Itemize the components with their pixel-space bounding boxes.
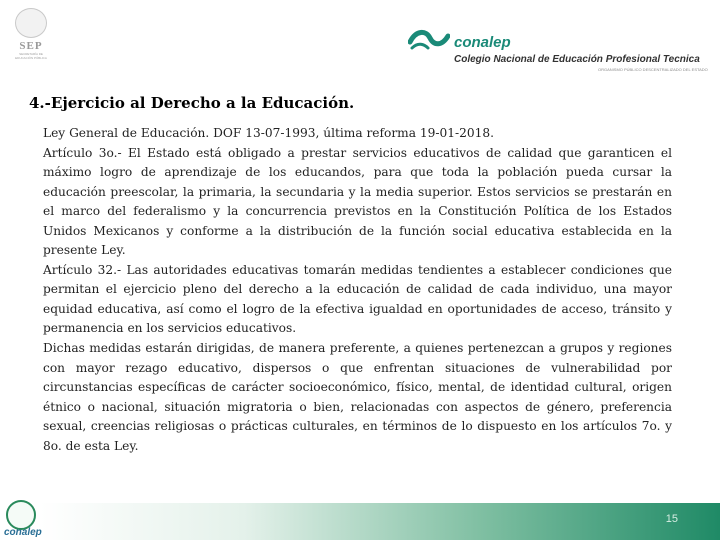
conalep-tagline: ORGANISMO PÚBLICO DESCENTRALIZADO DEL ESTADO xyxy=(598,67,708,72)
article-32-paragraph: Artículo 32.- Las autoridades educativas tomarán medidas tendientes a establecer condiciones que permitan el ejercicio pleno del derecho a la educación de calidad de cada individuo, una mayor equidad educativa, así como el logro de la efectiva igualdad en oportunidades de acceso, tránsito y permanencia en los servicios educativos. xyxy=(43,262,672,336)
conalep-swoosh-icon xyxy=(408,28,450,52)
footer-logo xyxy=(2,500,44,540)
conalep-full-name: Colegio Nacional de Educación Profesional Tecnica xyxy=(454,54,700,65)
slide-body xyxy=(43,124,672,456)
conalep-header-logo xyxy=(408,26,720,74)
conalep-brand-name: conalep xyxy=(454,34,511,51)
sep-logo-subtitle: SECRETARÍA DE EDUCACIÓN PÚBLICA xyxy=(15,52,47,60)
sep-logo-text: SEP xyxy=(19,40,43,52)
article-3-paragraph: Artículo 3o.- El Estado está obligado a prestar servicios educativos de calidad que garanticen el máximo logro de aprendizaje de los educandos, para que toda la población pueda cursar la educación preescolar, la primaria, la secundaria y la media superior. Estos servicios se prestarán en el marco del federalismo y la concurrencia previstos en la Constitución Política de los Estados Unidos Mexicanos y conforme a la distribución de la función social educativa establecida en la presente Ley. xyxy=(43,145,672,258)
page-number: 15 xyxy=(665,513,678,525)
measures-paragraph: Dichas medidas estarán dirigidas, de manera preferente, a quienes pertenezcan a grupos y regiones con mayor rezago educativo, dispersos o que enfrentan situaciones de vulnerabilidad por circunstancias específicas de carácter socioeconómico, físico, mental, de identidad cultural, origen étnico o nacional, situación migratoria o bien, relacionadas con aspectos de género, preferencia sexual, creencias religiosas o prácticas culturales, en términos de lo dispuesto en los artículos 7o. y 8o. de esta Ley. xyxy=(43,341,672,453)
conalep-seal-icon xyxy=(6,500,36,530)
national-seal-icon xyxy=(15,8,47,38)
sep-logo xyxy=(10,8,52,70)
slide-heading: 4.-Ejercicio al Derecho a la Educación. xyxy=(29,94,355,112)
law-reference: Ley General de Educación. DOF 13-07-1993, última reforma 19-01-2018. xyxy=(43,126,495,140)
footer-logo-text: conalep xyxy=(4,527,42,538)
slide-footer xyxy=(0,500,720,540)
footer-gradient-bar xyxy=(40,503,720,540)
